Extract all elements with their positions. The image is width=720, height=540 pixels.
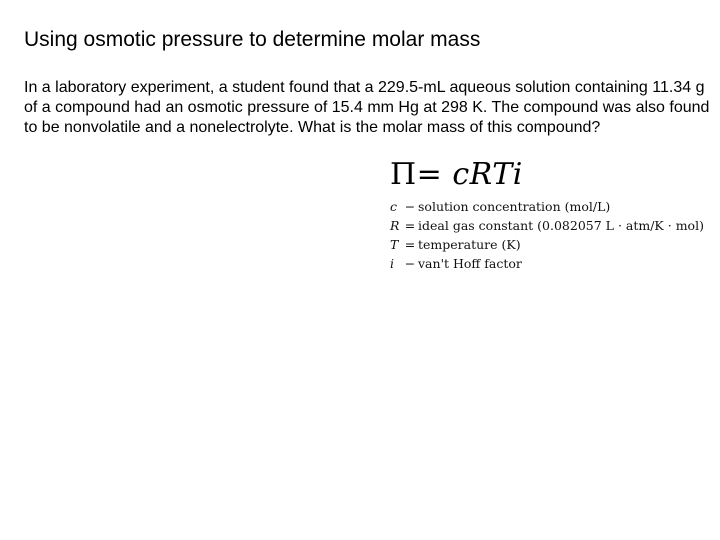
formula-lhs: Π <box>390 157 417 192</box>
legend-dash: = <box>404 237 416 252</box>
legend-symbol: T <box>390 237 399 252</box>
legend-dash: − <box>404 256 416 271</box>
legend-text: solution concentration (mol/L) <box>418 199 611 214</box>
legend-item-i <box>390 254 718 273</box>
legend-dash: − <box>404 199 416 214</box>
formula-legend <box>390 197 718 273</box>
legend-text: van't Hoff factor <box>418 256 522 271</box>
legend-item-c <box>390 197 718 216</box>
legend-symbol: R <box>390 218 400 233</box>
formula-block <box>390 158 718 273</box>
legend-symbol: i <box>390 256 394 271</box>
osmotic-pressure-formula <box>390 158 718 192</box>
legend-text: ideal gas constant (0.082057 L · atm/K · mol) <box>418 218 704 233</box>
problem-statement: In a laboratory experiment, a student found that a 229.5-mL aqueous solution containing 11.34 g of a compound had an osmotic pressure of 15.4 mm Hg at 298 K. The compound was also found to be nonvolatile and a nonelectrolyte. What is the molar mass of this compound? <box>24 79 710 136</box>
formula-rhs: cRTi <box>452 157 523 192</box>
legend-item-r <box>390 216 718 235</box>
slide-title: Using osmotic pressure to determine molar mass <box>24 28 481 51</box>
legend-item-t <box>390 235 718 254</box>
legend-text: temperature (K) <box>418 237 521 252</box>
legend-dash: = <box>404 218 416 233</box>
legend-symbol: c <box>390 199 398 214</box>
formula-equals: = <box>416 157 443 192</box>
